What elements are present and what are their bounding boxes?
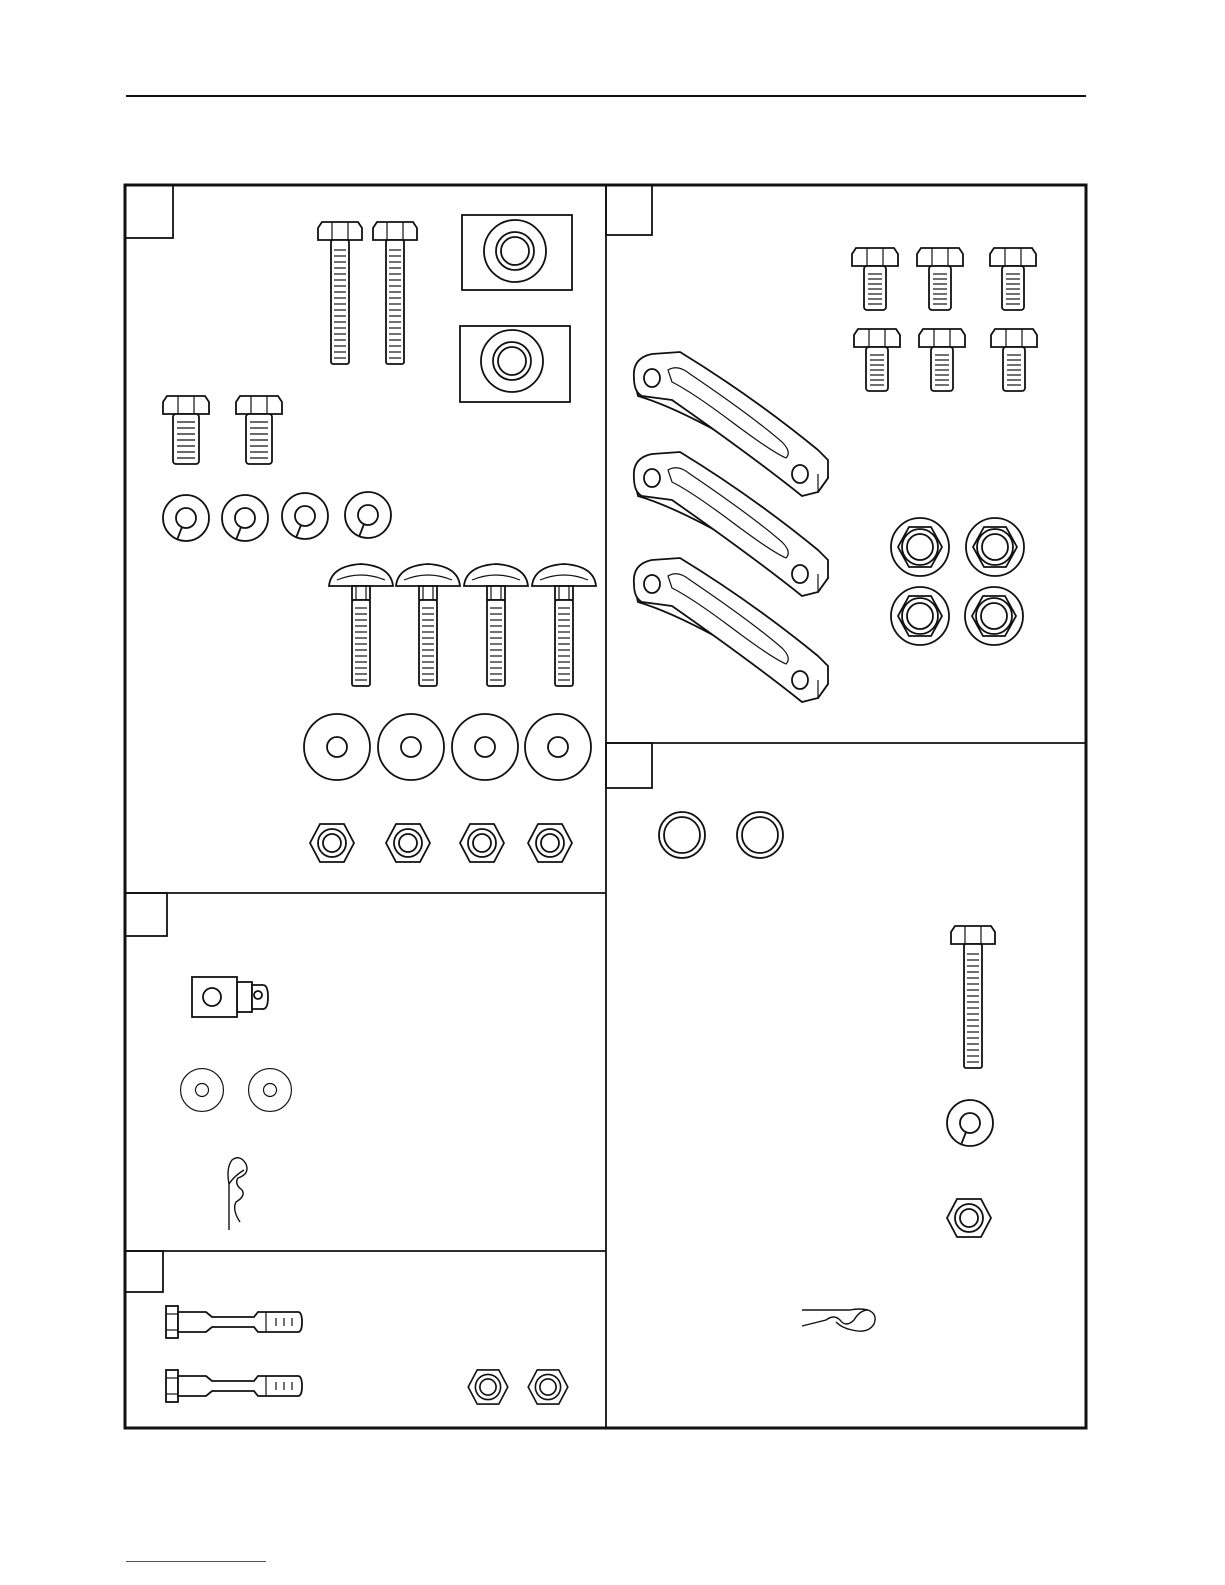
panel-e-label-box — [606, 743, 652, 788]
hex-nut — [310, 824, 354, 862]
bushing — [737, 812, 783, 858]
flat-washer — [249, 1069, 292, 1112]
hitch-pin — [166, 1370, 302, 1402]
hex-bolt — [917, 248, 963, 310]
hex-bolt-long — [951, 926, 995, 1068]
lock-washer — [345, 492, 391, 538]
panel-e — [659, 812, 995, 1331]
flange-nut — [965, 587, 1023, 645]
hex-bolt — [852, 248, 898, 310]
hex-bolt — [854, 329, 900, 391]
flat-washer — [304, 714, 370, 780]
hex-nut — [386, 824, 430, 862]
hair-pin-clip — [802, 1309, 875, 1331]
carriage-bolt — [532, 564, 596, 686]
hex-nut — [528, 824, 572, 862]
flat-washer — [181, 1069, 224, 1112]
hex-nut — [460, 824, 504, 862]
lock-washer — [947, 1100, 993, 1146]
flat-washer — [452, 714, 518, 780]
lock-washer — [222, 495, 268, 541]
flange-nut — [966, 518, 1024, 576]
panel-c-label-box — [125, 893, 167, 936]
hex-bolt — [919, 329, 965, 391]
lock-washer — [163, 495, 209, 541]
carriage-bolt — [396, 564, 460, 686]
panel-a — [163, 215, 596, 862]
panel-a-label-box — [125, 185, 173, 238]
hitch-pin — [166, 1306, 302, 1338]
hex-nut — [947, 1199, 991, 1237]
hair-pin-clip — [228, 1158, 247, 1230]
flat-washer — [378, 714, 444, 780]
panel-c — [181, 977, 292, 1230]
flat-washer — [525, 714, 591, 780]
panel-d — [166, 1306, 568, 1404]
flange-nut — [891, 518, 949, 576]
panel-d-label-box — [125, 1251, 163, 1292]
spacer-plate — [462, 215, 572, 290]
hex-bolt — [991, 329, 1037, 391]
flange-nut — [891, 587, 949, 645]
carriage-bolt — [329, 564, 393, 686]
hex-bolt-long — [318, 222, 362, 364]
spacer-plate — [460, 326, 570, 402]
hex-nut — [468, 1370, 508, 1404]
hex-bolt — [990, 248, 1036, 310]
panel-b — [634, 248, 1037, 702]
hex-bolt-short — [236, 396, 282, 464]
clevis-block — [192, 977, 268, 1017]
panel-b-label-box — [606, 185, 652, 235]
hex-nut — [528, 1370, 568, 1404]
carriage-bolt — [464, 564, 528, 686]
hex-bolt-long — [373, 222, 417, 364]
hex-bolt-short — [163, 396, 209, 464]
lock-washer — [282, 493, 328, 539]
bushing — [659, 812, 705, 858]
